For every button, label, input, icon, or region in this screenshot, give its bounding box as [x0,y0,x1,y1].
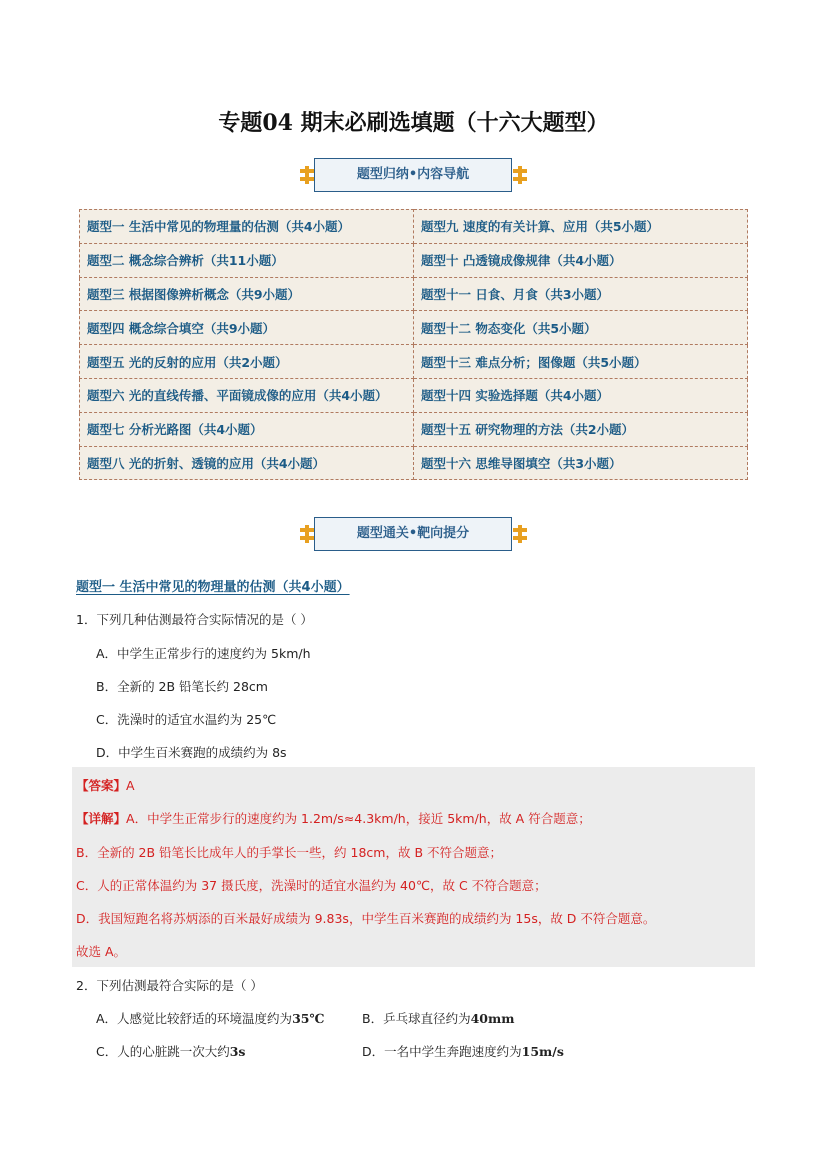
question-2-option-c [96,1042,245,1060]
conclusion: 故选 A。 [76,944,127,959]
question-1-option-a: A．中学生正常步行的速度约为 5km/h [96,646,311,661]
section-heading: 题型一 生活中常见的物理量的估测（共4小题） [76,580,350,595]
banner-right-ornament [513,525,527,543]
nav-link[interactable]: 题型一 生活中常见的物理量的估测（共4小题） [80,210,414,244]
nav-link[interactable]: 题型四 概念综合填空（共9小题） [80,311,414,345]
practice-banner-label: 题型通关•靶向提分 [314,517,512,551]
nav-banner [0,154,827,198]
question-2-option-a [96,1009,324,1027]
question-2-stem: 2．下列估测最符合实际的是（ ） [76,978,263,993]
option-b-value: 40mm [470,1011,515,1026]
nav-link[interactable]: 题型五 光的反射的应用（共2小题） [80,345,414,379]
option-d-value: 15m/s [521,1044,564,1059]
banner-right-ornament [513,166,527,184]
nav-link[interactable]: 题型七 分析光路图（共4小题） [80,412,414,446]
answer-block [72,767,755,967]
nav-link[interactable]: 题型八 光的折射、透镜的应用（共4小题） [80,446,414,480]
nav-row [80,311,748,345]
option-a-text: A．人感觉比较舒适的环境温度约为 [96,1011,293,1026]
question-2-option-b [362,1009,514,1027]
nav-link[interactable]: 题型三 根据图像辨析概念（共9小题） [80,277,414,311]
nav-row [80,345,748,379]
nav-link[interactable]: 题型十五 研究物理的方法（共2小题） [414,412,748,446]
nav-link[interactable]: 题型十二 物态变化（共5小题） [414,311,748,345]
question-1-stem: 1．下列几种估测最符合实际情况的是（ ） [76,612,313,627]
nav-row [80,378,748,412]
option-c-value: 3s [229,1044,246,1059]
nav-link[interactable]: 题型六 光的直线传播、平面镜成像的应用（共4小题） [80,378,414,412]
nav-banner-label: 题型归纳•内容导航 [314,158,512,192]
question-1-option-c: C．洗澡时的适宜水温约为 25℃ [96,712,277,727]
question-1-option-d: D．中学生百米赛跑的成绩约为 8s [96,745,287,760]
option-c-text: C．人的心脏跳一次大约 [96,1044,230,1059]
nav-link[interactable]: 题型二 概念综合辨析（共11小题） [80,243,414,277]
option-d-text: D．一名中学生奔跑速度约为 [362,1044,522,1059]
detail-line-a [76,809,591,827]
answer-tag: 【答案】 [76,778,127,793]
nav-row [80,277,748,311]
nav-link[interactable]: 题型十四 实验选择题（共4小题） [414,378,748,412]
nav-row [80,210,748,244]
option-b-text: B．乒乓球直径约为 [362,1011,471,1026]
answer-line [76,776,135,794]
question-2-option-d [362,1042,564,1060]
nav-row [80,412,748,446]
nav-link[interactable]: 题型十六 思维导图填空（共3小题） [414,446,748,480]
nav-row [80,446,748,480]
banner-left-ornament [300,525,314,543]
question-1-option-b: B．全新的 2B 铅笔长约 28cm [96,679,268,694]
content-nav-table [79,209,748,480]
detail-d: D．我国短跑名将苏炳添的百米最好成绩为 9.83s，中学生百米赛跑的成绩约为 15s，故 D 不符合题意。 [76,911,656,926]
nav-link[interactable]: 题型十一 日食、月食（共3小题） [414,277,748,311]
detail-a: A．中学生正常步行的速度约为 1.2m/s≈4.3km/h，接近 5km/h，故 A 符合题意； [126,811,591,826]
nav-link[interactable]: 题型十三 难点分析；图像题（共5小题） [414,345,748,379]
nav-link[interactable]: 题型十 凸透镜成像规律（共4小题） [414,243,748,277]
detail-b: B．全新的 2B 铅笔长比成年人的手掌长一些，约 18cm，故 B 不符合题意； [76,845,503,860]
practice-banner [0,513,827,557]
nav-link[interactable]: 题型九 速度的有关计算、应用（共5小题） [414,210,748,244]
banner-left-ornament [300,166,314,184]
answer-value: A [126,778,135,793]
page-title: 专题04 期末必刷选填题（十六大题型） [218,110,609,136]
nav-row [80,243,748,277]
detail-tag: 【详解】 [76,811,127,826]
detail-c: C．人的正常体温约为 37 摄氏度，洗澡时的适宜水温约为 40℃，故 C 不符合题意； [76,878,547,893]
option-a-value: 35℃ [292,1011,325,1026]
